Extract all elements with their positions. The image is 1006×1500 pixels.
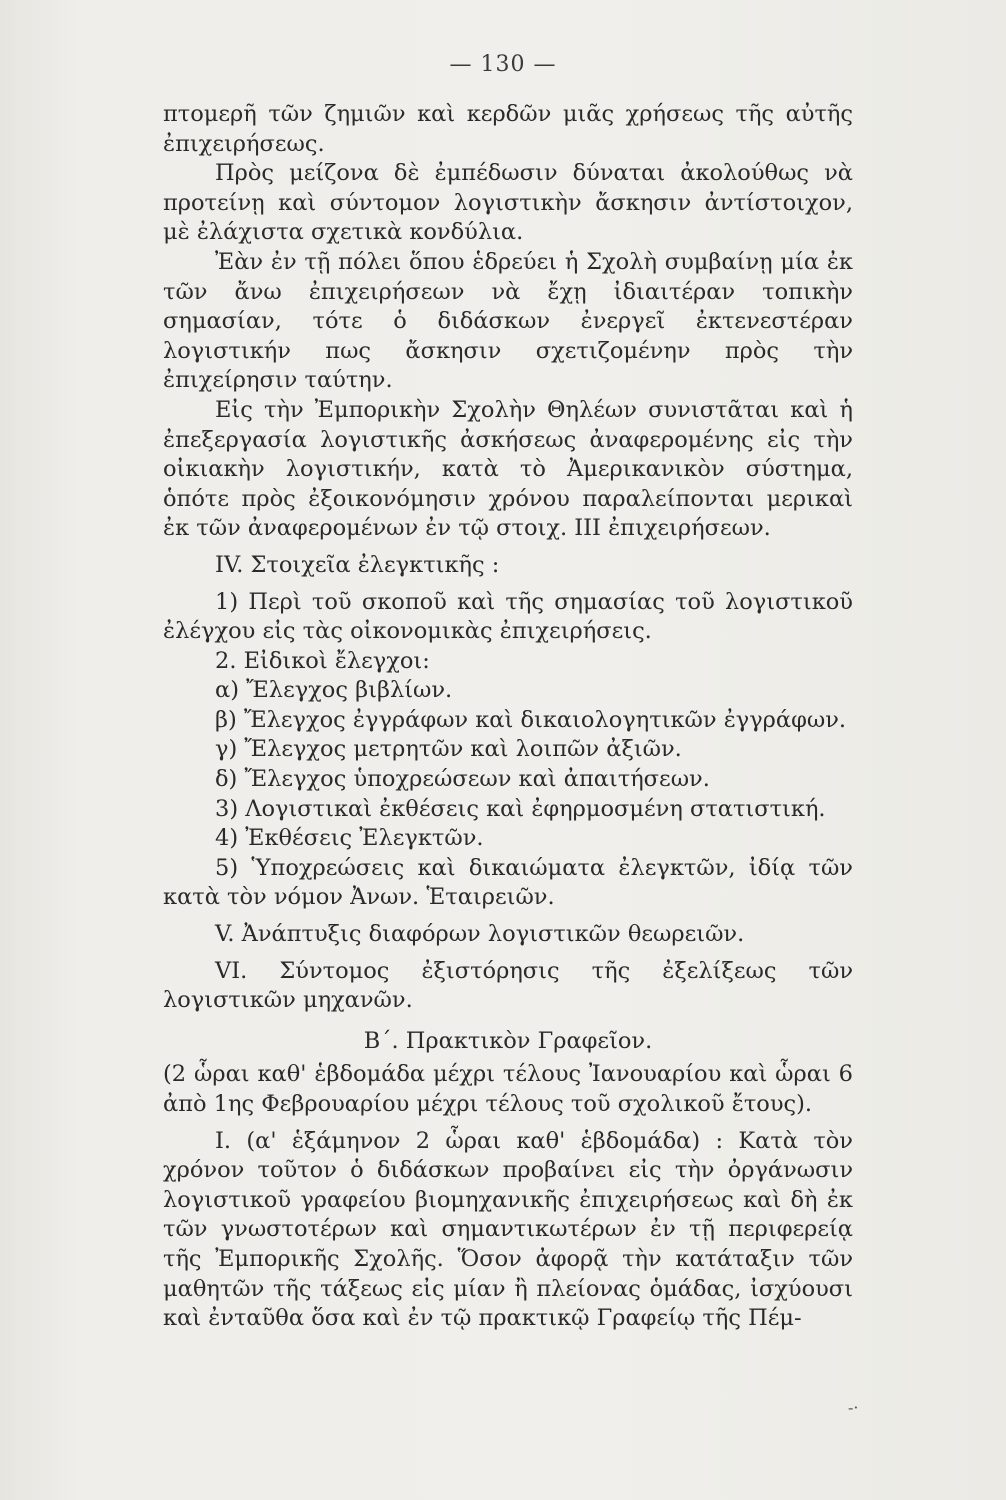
section-iv-subitem-a: α) Ἔλεγχος βιβλίων.	[215, 677, 453, 704]
spacer	[163, 1120, 853, 1127]
paragraph-continuation: πτομερῆ τῶν ζημιῶν καὶ κερδῶν μιᾶς χρήσεως τῆς αὐτῆς ἐπιχειρήσεως.	[163, 101, 853, 157]
spacer	[163, 544, 853, 551]
section-iv-item-3: 3) Λογιστικαὶ ἐκθέσεις καὶ ἐφηρμοσμένη στατιστική.	[215, 795, 826, 822]
paragraph: Ἐὰν ἐν τῇ πόλει ὅπου ἑδρεύει ἡ Σχολὴ συμβαίνῃ μία ἐκ τῶν ἄνω ἐπιχειρήσεων νὰ ἔχῃ ἰδιαιτέραν τοπικὴν σημασίαν, τότε ὁ διδάσκων ἐνεργεῖ ἐκτενεστέραν λογιστικήν πως ἄσκησιν σχετιζομένην πρὸς τὴν ἐπιχείρησιν ταύτην.	[163, 248, 853, 394]
spacer	[163, 581, 853, 588]
section-iv-item-5: 5) Ὑποχρεώσεις καὶ δικαιώματα ἐλεγκτῶν, ἰδίᾳ τῶν κατὰ τὸν νόμον Ἀνων. Ἑταιρειῶν.	[163, 854, 853, 911]
section-iv-item-4: 4) Ἐκθέσεις Ἐλεγκτῶν.	[215, 825, 484, 852]
spacer	[163, 1016, 853, 1023]
section-iv-subitem-c: γ) Ἔλεγχος μετρητῶν καὶ λοιπῶν ἀξιῶν.	[215, 736, 682, 763]
section-v: V. Ἀνάπτυξις διαφόρων λογιστικῶν θεωρειῶν.	[215, 921, 745, 948]
heading-practical-office: Β΄. Πρακτικὸν Γραφεῖον.	[363, 1027, 653, 1054]
body-text	[163, 100, 853, 1334]
section-iv-subitem-d: δ) Ἔλεγχος ὑποχρεώσεων καὶ ἀπαιτήσεων.	[215, 766, 710, 793]
section-iv-subitem-b: β) Ἔλεγχος ἐγγράφων καὶ δικαιολογητικῶν ἐγγράφων.	[215, 706, 847, 733]
section-vi: VI. Σύντομος ἐξιστόρησις τῆς ἐξελίξεως τῶν λογιστικῶν μηχανῶν.	[163, 957, 853, 1014]
section-iv-title: ΙV. Στοιχεῖα ἐλεγκτικῆς :	[215, 551, 500, 578]
paragraph: Πρὸς μείζονα δὲ ἐμπέδωσιν δύναται ἀκολούθως νὰ προτείνῃ καὶ σύντομον λογιστικὴν ἄσκησιν ἀντίστοιχον, μὲ ἐλάχιστα σχετικὰ κονδύλια.	[163, 160, 853, 246]
section-iv-item-2: 2. Εἰδικοὶ ἔλεγχοι:	[215, 647, 430, 674]
spacer	[163, 913, 853, 920]
section-i: Ι. (α' ἑξάμηνον 2 ὧραι καθ' ἑβδομάδα) : Κατὰ τὸν χρόνον τοῦτον ὁ διδάσκων προβαίνει εἰς τὴν ὀργάνωσιν λογιστικοῦ γραφείου βιομηχανικῆς ἐπιχειρήσεως καὶ δὴ ἐκ τῶν γνωστοτέρων καὶ σημαντικωτέρων ἐν τῇ περιφερείᾳ τῆς Ἐμπορικῆς Σχολῆς. Ὅσον ἀφορᾷ τὴν κατάταξιν τῶν μαθητῶν τῆς τάξεως εἰς μίαν ἢ πλείονας ὁμάδας, ἰσχύουσι καὶ ἐνταῦθα ὅσα καὶ ἐν τῷ πρακτικῷ Γραφείῳ τῆς Πέμ-	[163, 1127, 853, 1332]
spacer	[163, 950, 853, 957]
paragraph: Εἰς τὴν Ἐμπορικὴν Σχολὴν Θηλέων συνιστᾶται καὶ ἡ ἐπεξεργασία λογιστικῆς ἀσκήσεως ἀναφερομένης εἰς τὴν οἰκιακὴν λογιστικήν, κατὰ τὸ Ἀμερικανικὸν σύστημα, ὁπότε πρὸς ἐξοικονόμησιν χρόνου παραλείπονται μερικαὶ ἐκ τῶν ἀναφερομένων ἐν τῷ στοιχ. ΙΙΙ ἐπιχειρήσεων.	[163, 396, 853, 542]
schedule-note: (2 ὧραι καθ' ἑβδομάδα μέχρι τέλους Ἰανουαρίου καὶ ὧραι 6 ἀπὸ 1ης Φεβρουαρίου μέχρι τέλους τοῦ σχολικοῦ ἔτους).	[163, 1061, 853, 1117]
page-number: — 130 —	[449, 52, 557, 77]
corner-mark: -·	[848, 1398, 859, 1417]
section-iv-item-1: 1) Περὶ τοῦ σκοποῦ καὶ τῆς σημασίας τοῦ λογιστικοῦ ἐλέγχου εἰς τὰς οἰκονομικὰς ἐπιχειρήσεις.	[163, 588, 853, 645]
